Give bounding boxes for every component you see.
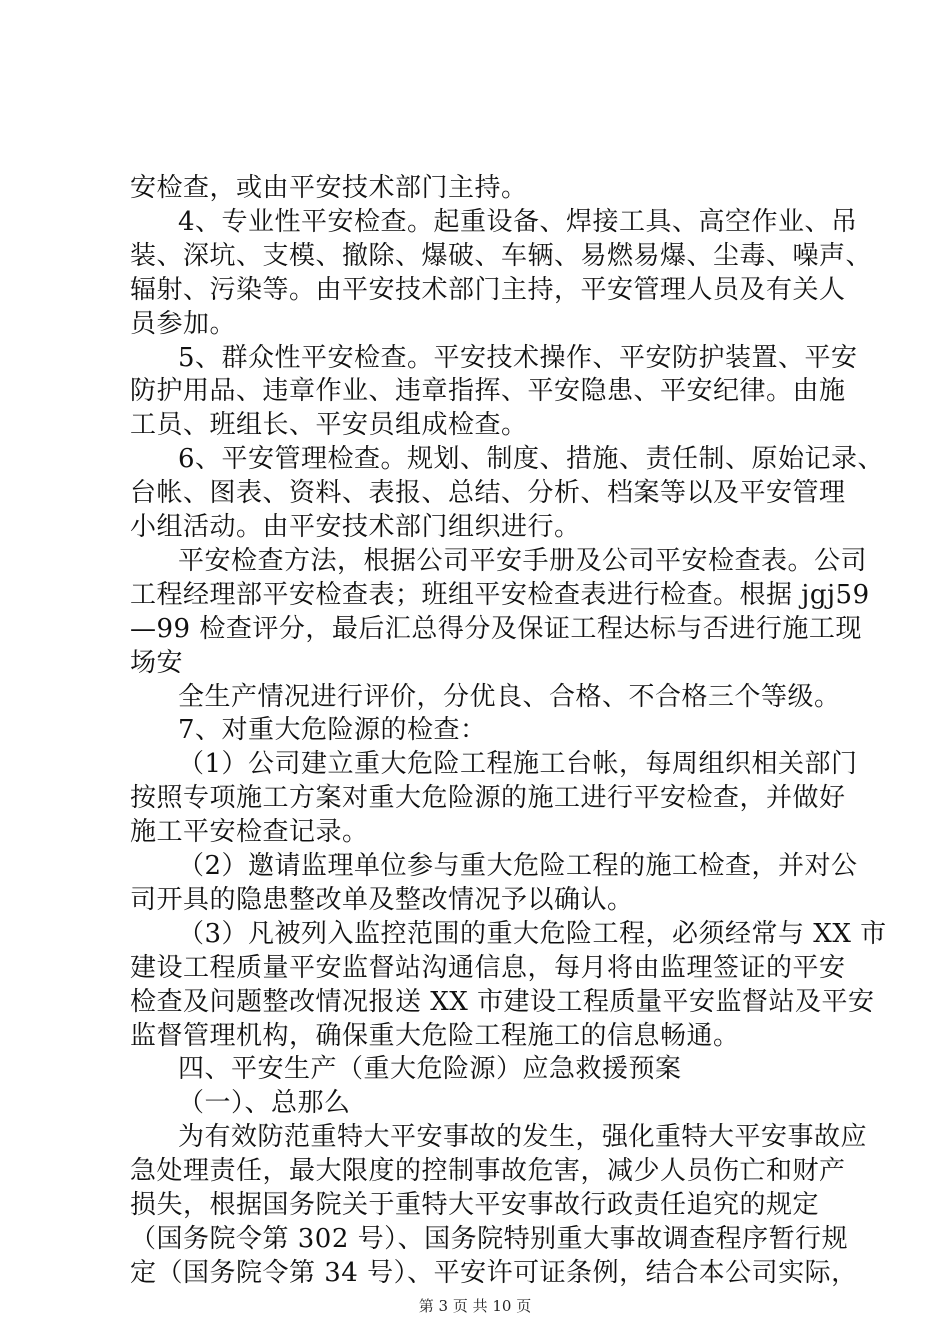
text-line: 场安 — [130, 647, 184, 678]
text-line: 损失，根据国务院关于重特大平安事故行政责任追究的规定 — [130, 1190, 820, 1220]
text-line: 定（国务院令第 34 号）、平安许可证条例，结合本公司实际， — [130, 1257, 858, 1288]
text-line: 监督管理机构，确保重大危险工程施工的信息畅通。 — [130, 1020, 740, 1051]
text-line: 为有效防范重特大平安事故的发生，强化重特大平安事故应 — [178, 1122, 868, 1153]
text-line: 施工平安检查记录。 — [130, 817, 369, 848]
text-line: 5、群众性平安检查。平安技术操作、平安防护装置、平安 — [178, 342, 858, 373]
text-line: 装、深坑、支模、撤除、爆破、车辆、易燃易爆、尘毒、噪声、 — [130, 240, 873, 271]
text-line: 全生产情况进行评价，分优良、合格、不合格三个等级。 — [178, 681, 841, 712]
text-line: （国务院令第 302 号）、国务院特别重大事故调查程序暂行规 — [130, 1223, 849, 1254]
text-line: 急处理责任，最大限度的控制事故危害，减少人员伤亡和财产 — [130, 1156, 846, 1187]
text-line: 建设工程质量平安监督站沟通信息，每月将由监理签证的平安 — [130, 952, 846, 983]
text-line: 平安检查方法，根据公司平安手册及公司平安检查表。公司 — [178, 545, 868, 576]
text-line: 台帐、图表、资料、表报、总结、分析、档案等以及平安管理 — [130, 478, 846, 509]
text-line: 辐射、污染等。由平安技术部门主持，平安管理人员及有关人 — [130, 274, 846, 305]
text-line: 司开具的隐患整改单及整改情况予以确认。 — [130, 884, 634, 915]
text-line: 7、对重大危险源的检查： — [178, 715, 487, 746]
text-line: 工程经理部平安检查表；班组平安检查表进行检查。根据 jgj59 — [130, 579, 870, 610]
text-line: 检查及问题整改情况报送 XX 市建设工程质量平安监督站及平安 — [130, 986, 875, 1017]
section-heading: 四、平安生产（重大危险源）应急救援预案 — [178, 1054, 682, 1085]
text-line: 安检查，或由平安技术部门主持。 — [130, 173, 528, 203]
text-line: 员参加。 — [130, 308, 237, 339]
text-line: （2）邀请监理单位参与重大危险工程的施工检查，并对公 — [178, 851, 858, 881]
text-line: （3）凡被列入监控范围的重大危险工程，必须经常与 XX 市 — [178, 918, 887, 949]
text-line: 6、平安管理检查。规划、制度、措施、责任制、原始记录、 — [178, 444, 885, 475]
text-line: 防护用品、违章作业、违章指挥、平安隐患、平安纪律。由施 — [130, 376, 846, 407]
text-line: 按照专项施工方案对重大危险源的施工进行平安检查，并做好 — [130, 783, 846, 814]
subsection-heading: （一）、总那么 — [178, 1088, 351, 1119]
text-line: 小组活动。由平安技术部门组织进行。 — [130, 512, 581, 542]
text-line: （1）公司建立重大危险工程施工台帐，每周组织相关部门 — [178, 749, 858, 780]
text-line: 4、专业性平安检查。起重设备、焊接工具、高空作业、吊 — [178, 206, 858, 237]
page-number-footer: 第 3 页 共 10 页 — [418, 1297, 532, 1315]
text-line: —99 检查评分，最后汇总得分及保证工程达标与否进行施工现 — [130, 613, 862, 644]
text-line: 工员、班组长、平安员组成检查。 — [130, 410, 528, 441]
